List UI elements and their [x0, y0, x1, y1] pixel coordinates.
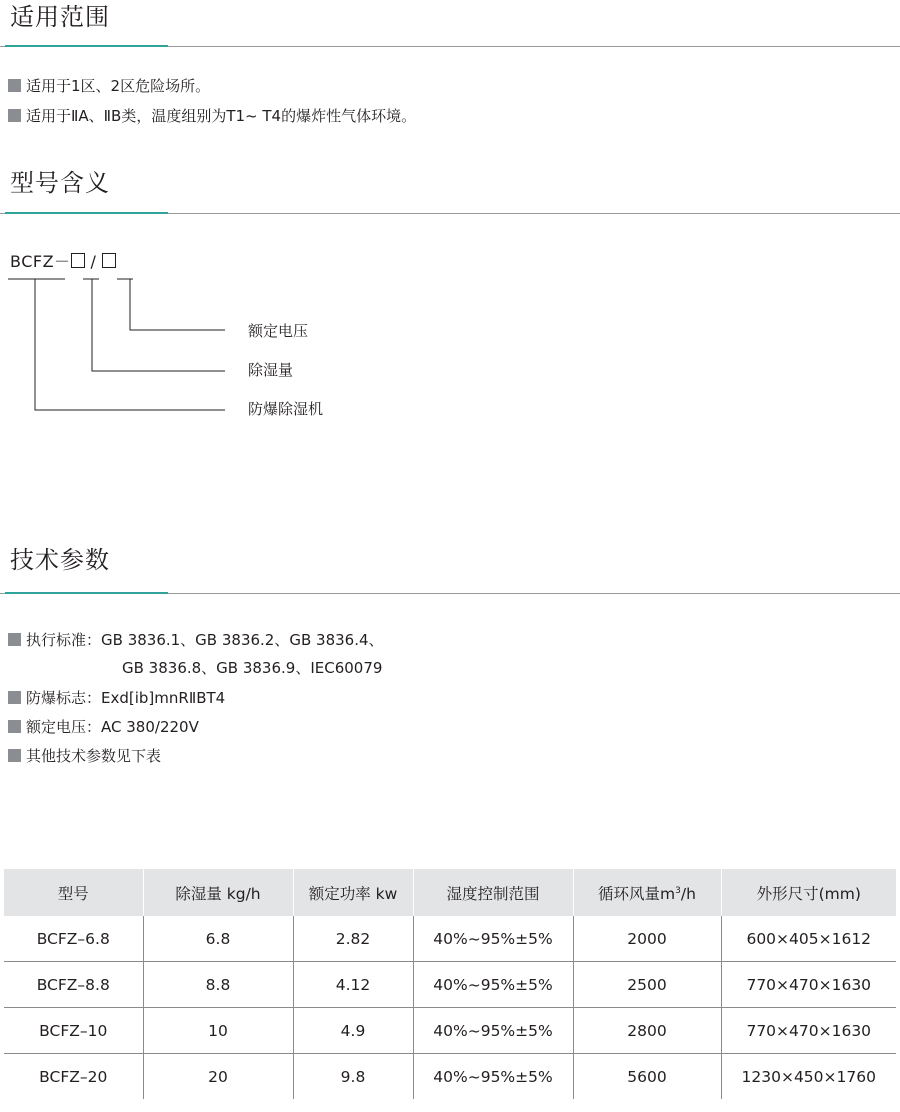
table-cell: BCFZ–20 — [39, 1067, 108, 1086]
section-title-scope: 适用范围 — [10, 3, 110, 31]
table-cell: 4.12 — [293, 962, 413, 1008]
spec-table — [4, 869, 896, 1099]
table-row — [4, 1054, 896, 1100]
section-divider — [0, 46, 900, 47]
column-header-dimensions: 外形尺寸(mm) — [721, 869, 896, 916]
table-cell: 1230×450×1760 — [721, 1054, 896, 1100]
table-cell: 8.8 — [143, 962, 293, 1008]
tech-param-standard: 执行标准：GB 3836.1、GB 3836.2、GB 3836.4、 — [8, 630, 384, 650]
placeholder-box-icon — [102, 253, 116, 268]
table-cell: 5600 — [573, 1054, 721, 1100]
table-cell: 4.9 — [293, 1008, 413, 1054]
leader-dehumidification — [92, 279, 225, 371]
square-bullet-icon — [8, 79, 21, 92]
model-code-separator: / — [90, 252, 97, 271]
table-cell: 6.8 — [143, 916, 293, 962]
scope-item: 适用于1区、2区危险场所。 — [8, 76, 210, 96]
table-cell: 20 — [143, 1054, 293, 1100]
table-cell: 770×470×1630 — [721, 962, 896, 1008]
table-cell: BCFZ–6.8 — [4, 916, 143, 962]
placeholder-box-icon — [71, 253, 85, 268]
table-cell: 10 — [143, 1008, 293, 1054]
table-cell: 40%~95%±5% — [413, 962, 573, 1008]
square-bullet-icon — [8, 633, 21, 646]
column-header-power: 额定功率 kw — [293, 869, 413, 916]
table-cell: 40%~95%±5% — [413, 1008, 573, 1054]
diagram-label-dehumidification: 除湿量 — [248, 361, 294, 379]
column-header-model: 型号 — [4, 869, 143, 916]
table-cell: 600×405×1612 — [721, 916, 896, 962]
section-divider — [0, 213, 900, 214]
divider-accent — [5, 592, 168, 594]
square-bullet-icon — [8, 720, 21, 733]
table-header-row — [4, 869, 896, 916]
table-cell: 770×470×1630 — [721, 1008, 896, 1054]
tech-param-see-table: 其他技术参数见下表 — [8, 746, 161, 766]
square-bullet-icon — [8, 109, 21, 122]
table-cell: BCFZ–8.8 — [4, 962, 143, 1008]
leader-voltage — [130, 279, 225, 330]
divider-accent — [5, 212, 168, 214]
table-row — [4, 962, 896, 1008]
table-cell: 40%~95%±5% — [413, 916, 573, 962]
divider-accent — [5, 45, 168, 47]
tech-param-voltage: 额定电压：AC 380/220V — [8, 717, 199, 737]
table-cell: 2800 — [573, 1008, 721, 1054]
diagram-label-voltage: 额定电压 — [248, 322, 309, 340]
table-cell: 2.82 — [293, 916, 413, 962]
square-bullet-icon — [8, 691, 21, 704]
column-header-airflow: 循环风量$m^3/h$ — [573, 869, 721, 916]
table-cell: 2500 — [573, 962, 721, 1008]
table-cell: BCFZ–10 — [4, 1008, 143, 1054]
section-title-tech-params: 技术参数 — [10, 546, 110, 574]
scope-item: 适用于ⅡA、ⅡB类，温度组别为T1~ T4的爆炸性气体环境。 — [8, 106, 416, 126]
table-cell: 9.8 — [293, 1054, 413, 1100]
column-header-humidity-range: 湿度控制范围 — [413, 869, 573, 916]
square-bullet-icon — [8, 749, 21, 762]
column-header-dehumidification: 除湿量 kg/h — [143, 869, 293, 916]
diagram-label-product: 防爆除湿机 — [248, 400, 324, 418]
model-code-prefix: BCFZ－ — [10, 252, 71, 271]
table-row — [4, 916, 896, 962]
table-cell: 40%~95%±5% — [413, 1054, 573, 1100]
table-cell: 2000 — [573, 916, 721, 962]
tech-param-standard-continued: GB 3836.8、GB 3836.9、IEC60079 — [122, 659, 383, 677]
section-divider — [0, 593, 900, 594]
table-row — [4, 1008, 896, 1054]
tech-param-explosion-mark: 防爆标志：Exd[ib]mnRⅡBT4 — [8, 688, 225, 708]
section-title-model-meaning: 型号含义 — [10, 169, 110, 197]
